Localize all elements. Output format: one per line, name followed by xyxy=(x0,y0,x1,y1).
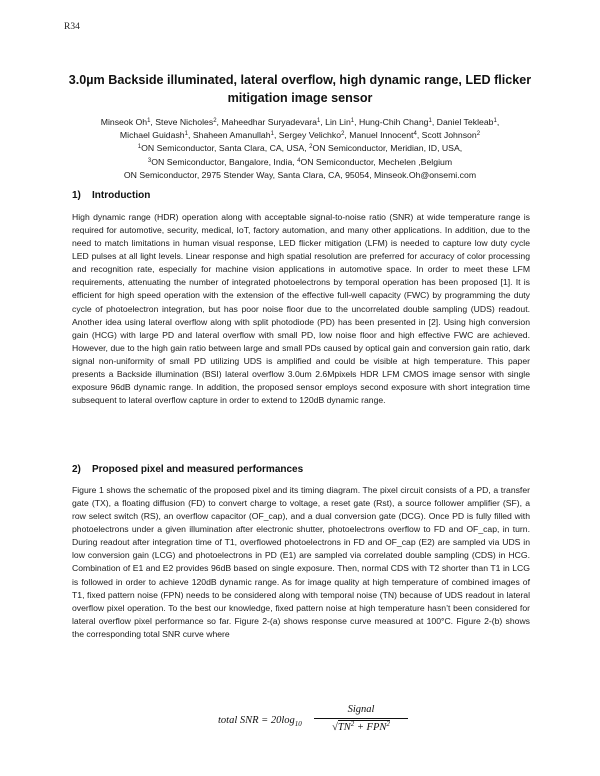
author-line-2: Michael Guidash$^1$, Shaheen Amanullah$^1$, Sergey Velichko$^2$, Manuel Innocent$^4$, Scott Johnson$^2$ xyxy=(119,130,481,141)
affiliation-text: ON Semiconductor, Meridian, ID, USA, xyxy=(312,143,463,154)
affiliation-text: ON Semiconductor, Bangalore, India, xyxy=(151,156,298,167)
exp-2: 2 xyxy=(386,720,390,728)
snr-equation xyxy=(218,703,418,753)
den-plus: + xyxy=(354,722,367,733)
equation-fraction xyxy=(314,703,408,735)
affiliation-line-2 xyxy=(60,156,540,169)
section-number: 1) xyxy=(72,190,81,201)
den-fpn: FPN xyxy=(366,722,387,733)
equation-denominator xyxy=(314,721,408,735)
affiliation-text: ON Semiconductor, Santa Clara, CA, USA, xyxy=(141,143,310,154)
den-tn: TN xyxy=(337,722,351,733)
affiliation-mark: 3 xyxy=(147,157,152,164)
paragraph-pixel: Figure 1 shows the schematic of the proposed pixel and its timing diagram. The pixel circuit consists of a PD, a transfer gate (TX), a floating diffusion (FD) to convert charge to voltage, a reset gate (Rst), a source follower amplifier (SF), a row select switch (RS), an overflow capacitor (OF_cap), and a dual conversion gate (DCG). Once PD is fully filled with photoelectrons under a given illumination after electronic shutter, photoelectrons overflow to FD and OF_cap, in turn. During readout after integration time of T1, overflowed photoelectrons in FD and OF_cap (E2) are sampled via UDS in low conversion gain (LCG) and photoelectrons in PD (E1) are sampled via correlated double sampling (CDS) in HCG. Combination of E1 and E2 provides 96dB based on single exposure. Then, normal CDS with T2 shorter than T1 in LCG is followed in order to achieve 120dB dynamic range. As for image quality at high temperature of combined images of T1, fixed pattern noise (FPN) needs to be considered along with temporal noise (TN) because of UDS readout in lateral overflow pixel operation. To the best our knowledge, fixed pattern noise at high temperature hasn’t been considered for lateral overflow pixel performance so far. Figure 2-(a) shows response curve measured at 100°C. Figure 2-(b) shows the corresponding total SNR curve where xyxy=(72,485,530,639)
section-title: Proposed pixel and measured performances xyxy=(92,464,304,475)
page-id: R34 xyxy=(64,22,80,32)
affiliation-line-1 xyxy=(60,142,540,155)
author-name: Shaheen Amanullah xyxy=(192,130,271,141)
paragraph-introduction: High dynamic range (HDR) operation along with acceptable signal-to-noise ratio (SNR) at wide temperature range is required for automotive, security, medical, IoT, factory automation, and many other applications. In addition, due to the need to match limitations in human visual response, LED flicker mitigation (LFM) is needed to capture low duty cycle LED pulses at all light levels. Linear response and high spatial resolution are preferred for accuracy of color processing and recognition rate, especially for machine vision applications in automotive space. In order to meet these LFM requirements, attenuating the number of integrated photoelectrons by temporal operation has been proposed [1]. It is efficient for high speed operation with the extension of the effective full-well capacity (FWC) by programming the duty cycle of photoelectron integration, but has poor noise floor due to the uncorrelated double sampling (UDS) readout. Another idea using lateral overflow along with split photodiode (PD) has been presented in [2]. Using high conversion gain (HCG) with large PD and lateral overflow with small PD, low noise floor and high effective FWC are achieved. However, due to the high gain ratio between large and small PDs caused by optical gain and conversion gain ratio, dark signal non-uniformity of small PD utilizing UDS is amplified and could be visible at high temperature. This paper presents a Backside illumination (BSI) lateral overflow 3.0um 2.6Mpixels HDR LFM CMOS image sensor with single exposure 96dB dynamic range. In addition, the proposed sensor employs second exposure with short integration time subsequent to lateral overflow capture in order to extend to 120dB dynamic range. xyxy=(72,212,530,406)
author-name: Daniel Tekleab xyxy=(436,117,494,127)
author-affiliation-mark: 1 xyxy=(493,118,497,124)
fraction-bar xyxy=(314,718,408,719)
author-affiliation-mark: 4 xyxy=(413,131,417,138)
affiliation-text: ON Semiconductor, Mechelen ,Belgium xyxy=(300,156,453,167)
author-affiliation-mark: 1 xyxy=(184,131,188,138)
equation-lhs xyxy=(218,715,302,726)
author-affiliation-mark: 1 xyxy=(317,118,321,124)
section-title: Introduction xyxy=(92,190,151,201)
author-affiliation-mark: 1 xyxy=(147,118,151,124)
author-name: Lin Lin xyxy=(325,117,351,127)
affiliation-text: ON Semiconductor, 2975 Stender Way, Santa Clara, CA, 95054, Minseok.Oh@onsemi.com xyxy=(123,169,477,180)
equation-log-base: 10 xyxy=(294,720,302,728)
author-name: Steve Nicholes xyxy=(155,117,214,127)
section-number: 2) xyxy=(72,464,81,475)
radicand xyxy=(338,720,390,733)
section-heading-pixel xyxy=(72,464,303,475)
author-affiliation-mark: 1 xyxy=(270,131,274,138)
author-block xyxy=(60,116,540,182)
author-name: Maheedhar Suryadevara xyxy=(221,117,317,127)
author-affiliation-mark: 2 xyxy=(213,118,217,124)
author-affiliation-mark: 2 xyxy=(341,131,345,138)
affiliation-mark: 1 xyxy=(137,144,142,151)
author-affiliation-mark: 1 xyxy=(350,118,355,124)
exp-1: 2 xyxy=(350,720,355,728)
affiliation-mark: 2 xyxy=(309,144,313,151)
paper-title: 3.0µm Backside illuminated, lateral overflow, high dynamic range, LED flicker mitigation image sensor xyxy=(68,73,532,105)
author-name: Hung-Chih Chang xyxy=(358,117,429,127)
author-affiliation-mark: 2 xyxy=(476,131,481,138)
author-name: Michael Guidash xyxy=(119,130,185,141)
sqrt-icon: √ xyxy=(332,722,338,733)
author-name: Scott Johnson xyxy=(421,130,477,141)
author-name: Manuel Innocent xyxy=(349,130,414,141)
affiliation-mark: 4 xyxy=(297,157,301,164)
author-line-1: Minseok Oh$^1$, Steve Nicholes$^2$, Maheedhar Suryadevara$^1$, Lin Lin$^1$, Hung-Chih Chang$^1$, Daniel Tekleab$^1$, xyxy=(100,117,500,127)
equation-lhs-text: total SNR = 20log xyxy=(218,715,295,726)
affiliation-line-3 xyxy=(60,169,540,182)
author-name: Minseok Oh xyxy=(100,117,148,127)
author-name: Sergey Velichko xyxy=(278,130,342,141)
section-heading-introduction xyxy=(72,190,150,201)
equation-numerator: Signal xyxy=(347,704,375,715)
author-affiliation-mark: 1 xyxy=(428,118,432,124)
